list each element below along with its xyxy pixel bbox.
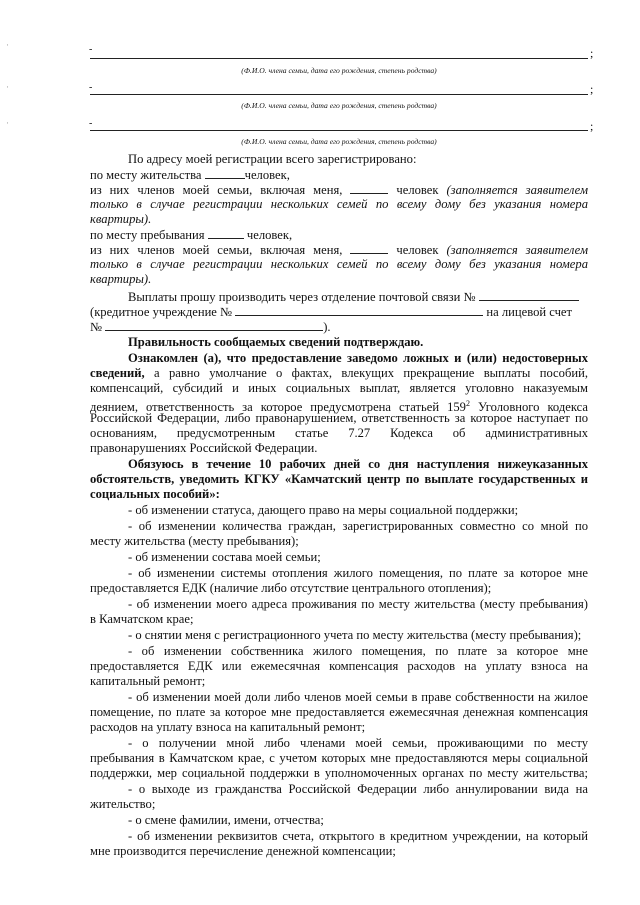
warning-line-4: деянием, ответственность за которое предусмотрена статьей $159^2$ Уголовного кодекса <box>90 399 588 415</box>
confirmation-text: Правильность сообщаемых сведений подтверждаю. <box>128 335 424 349</box>
account-number-field[interactable] <box>105 319 323 331</box>
list-item: - об изменении состава моей семьи; <box>128 550 321 564</box>
members-note-1: только в случае регистрации нескольких семей по всему дому без указания номера <box>90 197 588 211</box>
list-item-cont: предоставляется ЕДК или ежемесячная компенсация расходов на уплату взноса на <box>90 659 588 673</box>
family-member-caption: (Ф.И.О. члена семьи, дата его рождения, степень родства) <box>241 137 437 146</box>
stay-row: по месту пребывания человек, <box>90 228 293 242</box>
family-member-caption: (Ф.И.О. члена семьи, дата его рождения, степень родства) <box>241 101 437 110</box>
post-office-number-field[interactable] <box>479 289 579 301</box>
members-note-2-end: квартиры). <box>90 272 152 286</box>
warning-line-3: компенсаций, субсидий и иных социальных выплат, является уголовно наказуемым <box>90 381 588 395</box>
account-row: № ). <box>90 320 331 334</box>
list-item-cont: жительство; <box>90 797 156 811</box>
list-item-cont: пребывания в Камчатском крае, с учетом которых мне предоставляются меры социальной <box>90 751 588 765</box>
list-item: - о выходе из гражданства Российской Федерации либо аннулировании вида на <box>128 782 588 796</box>
list-item: - об изменении статуса, дающего право на меры социальной поддержки; <box>128 503 519 517</box>
warning-line-2: сведений, а равно умолчание о фактах, влекущих прекращение выплаты пособий, <box>90 366 588 380</box>
members-row-1: из них членов моей семьи, включая меня, человек (заполняется заявителем <box>90 183 588 197</box>
list-item-cont: капитальный ремонт; <box>90 674 206 688</box>
credit-row: (кредитное учреждение № на лицевой счет <box>90 305 573 319</box>
members-row-2: из них членов моей семьи, включая меня, человек (заполняется заявителем <box>90 243 588 257</box>
obligation-line-2: обстоятельств, уведомить КГКУ «Камчатский центр по выплате государственных и <box>90 472 588 486</box>
members-note-2: только в случае регистрации нескольких семей по всему дому без указания номера <box>90 257 588 271</box>
credit-institution-field[interactable] <box>235 304 483 316</box>
list-item-cont: предоставляется ЕДК (наличие либо отсутствие центрального отопления); <box>90 581 492 595</box>
stay-count-field[interactable] <box>208 227 244 239</box>
list-item: - об изменении моей доли либо членов моей семьи в праве собственности на жилое <box>128 690 588 704</box>
family-member-line <box>90 94 588 95</box>
members-count-field-2[interactable] <box>350 242 388 254</box>
tick-mark: ‐ <box>89 118 93 129</box>
members-count-field-1[interactable] <box>350 182 388 194</box>
list-item: - об изменении количества граждан, зарегистрированных совместно со мной по <box>128 519 588 533</box>
list-item: - о получении мной либо членами моей семьи, проживающими по месту <box>128 736 588 750</box>
list-item-cont: в Камчатском крае; <box>90 612 194 626</box>
tick-mark: ‐ <box>89 44 93 55</box>
tick-mark: ‐ <box>89 82 93 93</box>
family-member-line <box>90 130 588 131</box>
residence-count-field[interactable] <box>205 167 245 179</box>
list-item-cont: мне производится перечисление денежной компенсации; <box>90 844 396 858</box>
members-note-1-end: квартиры). <box>90 212 152 226</box>
list-item: - об изменении системы отопления жилого помещения, по плате за которое мне <box>128 566 588 580</box>
list-item-cont: поддержки, мер социальной поддержки в уполномоченных органах по месту жительства; <box>90 766 588 780</box>
list-item-cont: помещение, по плате за которое мне предоставляется ежемесячная денежная компенсация <box>90 705 588 719</box>
list-item-cont: месту жительства (месту пребывания); <box>90 534 299 548</box>
list-item: - о снятии меня с регистрационного учета по месту жительства (месту пребывания); <box>128 628 582 642</box>
list-item-cont: расходов на уплату взноса на капитальный ремонт; <box>90 720 366 734</box>
payment-row: Выплаты прошу производить через отделение почтовой связи № <box>128 289 579 305</box>
obligation-line-3: социальных пособий»: <box>90 487 220 501</box>
obligation-line-1: Обязуюсь в течение 10 рабочих дней со дня наступления нижеуказанных <box>128 457 588 471</box>
list-item: - об изменении реквизитов счета, открытого в кредитном учреждении, на который <box>128 829 588 843</box>
residence-row: по месту жительства человек, <box>90 168 290 182</box>
list-item: - об изменении моего адреса проживания по месту жительства (месту пребывания) <box>128 597 588 611</box>
family-member-line <box>90 58 588 59</box>
warning-line-5: Российской Федерации, либо правонарушением, ответственность за которое наступает по <box>90 411 588 425</box>
list-item: - об изменении собственника жилого помещения, по плате за которое мне <box>128 644 588 658</box>
registration-intro: По адресу моей регистрации всего зарегистрировано: <box>128 152 417 166</box>
family-member-caption: (Ф.И.О. члена семьи, дата его рождения, степень родства) <box>241 66 437 75</box>
warning-line-7: правонарушениях Российской Федерации. <box>90 441 318 455</box>
warning-line-6: основаниям, предусмотренным статье 7.27 Кодекса об административных <box>90 426 588 440</box>
list-item: - о смене фамилии, имени, отчества; <box>128 813 324 827</box>
warning-line-1: Ознакомлен (а), что предоставление заведомо ложных и (или) недостоверных <box>128 351 588 365</box>
